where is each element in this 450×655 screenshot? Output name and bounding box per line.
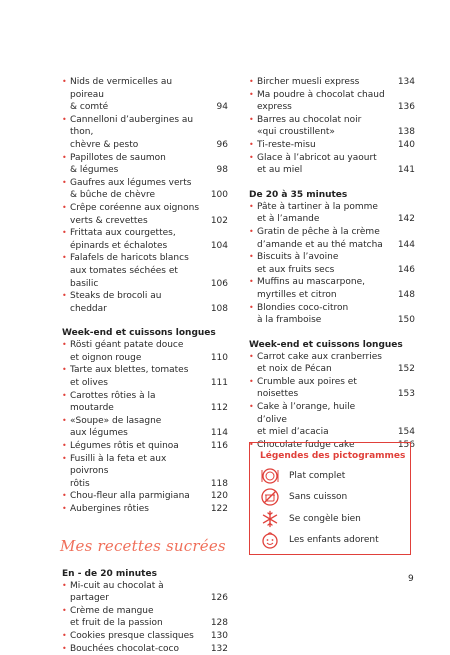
toc-entry-title: et olives <box>70 378 108 389</box>
bullet-icon: • <box>249 139 254 149</box>
toc-entry-title: Chou-fleur alla parmigiana <box>70 491 190 502</box>
toc-entry-title: Mi-cuit au chocolat à partager <box>70 580 164 604</box>
toc-entry <box>249 139 415 152</box>
legend-title: Légendes des pictogrammes <box>260 451 406 461</box>
toc-entry-title: Gaufres aux légumes verts <box>70 177 192 188</box>
snowflake-icon <box>261 510 279 528</box>
toc-entry <box>62 390 228 415</box>
toc-right-column <box>249 76 415 451</box>
legend-box <box>249 442 411 555</box>
bullet-icon: • <box>62 441 67 451</box>
bullet-icon: • <box>62 504 67 513</box>
section-heading-weekend: Week-end et cuissons longues <box>62 328 216 339</box>
toc-entry-page: 112 <box>210 403 228 414</box>
toc-entry-page: 138 <box>397 127 415 138</box>
toc-entry-title: myrtilles et citron <box>257 289 337 300</box>
toc-entry-page: 153 <box>397 389 415 400</box>
toc-entry <box>249 226 415 251</box>
legend-item-plat-complet <box>261 467 345 485</box>
toc-entry-title: Crêpe coréenne aux oignons <box>70 202 200 213</box>
toc-entry <box>62 503 228 516</box>
toc-entry-page: 100 <box>210 190 228 201</box>
toc-entry <box>249 351 415 376</box>
bullet-icon: • <box>249 77 254 86</box>
toc-entry <box>62 364 228 389</box>
bullet-icon: • <box>62 453 67 463</box>
legend-label: Plat complet <box>289 471 346 481</box>
legend-label: Se congèle bien <box>289 514 361 524</box>
toc-entry-title: rôtis <box>70 478 90 489</box>
toc-entry <box>62 580 228 605</box>
toc-entry-page: 106 <box>210 278 228 289</box>
toc-entry-page: 94 <box>216 102 228 113</box>
bullet-icon: • <box>62 340 67 350</box>
bullet-icon: • <box>62 228 67 238</box>
toc-entry-title: & comté <box>70 102 109 113</box>
toc-entry-title: et noix de Pécan <box>257 364 332 375</box>
toc-entry-title: et à l’amande <box>257 214 320 225</box>
toc-entry-title: Nids de vermicelles au poireau <box>70 77 173 100</box>
toc-entry <box>249 376 415 401</box>
toc-entry-title: Bouchées chocolat-coco <box>70 643 179 654</box>
toc-group-weekend-sweet <box>249 351 415 452</box>
toc-entry-page: 108 <box>210 303 228 314</box>
toc-entry-title: express <box>257 102 292 113</box>
chapter-title: Mes recettes sucrées <box>60 536 226 555</box>
toc-entry-title: & légumes <box>70 165 119 176</box>
bullet-icon: • <box>249 252 254 262</box>
toc-entry <box>62 605 228 630</box>
toc-entry <box>62 415 228 440</box>
legend-item-sans-cuisson <box>261 488 347 506</box>
toc-entry-title: et miel d’acacia <box>257 427 329 438</box>
toc-left-column <box>62 76 228 655</box>
toc-entry-title: & bûche de chèvre <box>70 190 156 201</box>
toc-entry <box>249 89 415 114</box>
toc-entry <box>62 440 228 453</box>
no-cooking-pot-icon <box>261 488 279 506</box>
toc-entry-title: aux légumes <box>70 428 128 439</box>
toc-entry-title: d’amande et au thé matcha <box>257 239 383 250</box>
toc-entry <box>62 227 228 252</box>
toc-entry-page: 98 <box>216 165 228 176</box>
toc-entry-page: 111 <box>210 378 228 389</box>
toc-entry-title: à la framboise <box>257 315 322 326</box>
toc-entry-title: Crumble aux poires et noisettes <box>257 376 357 400</box>
legend-label: Sans cuisson <box>289 492 348 502</box>
toc-entry-page: 156 <box>397 439 415 450</box>
toc-entry-page: 141 <box>397 165 415 176</box>
toc-entry-title: Gratin de pêche à la crème <box>257 226 380 237</box>
toc-entry <box>249 251 415 276</box>
plate-icon <box>261 467 279 485</box>
toc-entry-title: et fruit de la passion <box>70 618 163 629</box>
toc-entry-title: Carrot cake aux cranberries <box>257 351 382 362</box>
toc-entry <box>249 114 415 139</box>
toc-entry-title: et oignon rouge <box>70 352 142 363</box>
toc-entry-page: 152 <box>397 364 415 375</box>
toc-entry-page: 102 <box>210 215 228 226</box>
toc-entry-title: Barres au chocolat noir <box>257 114 362 125</box>
toc-entry-title: Biscuits à l’avoine <box>257 252 339 263</box>
child-face-icon <box>261 531 279 549</box>
toc-entry-title: Frittata aux courgettes, <box>70 228 176 239</box>
bullet-icon: • <box>62 365 67 375</box>
bullet-icon: • <box>249 226 254 236</box>
bullet-icon: • <box>249 201 254 211</box>
toc-entry-title: «Soupe» de lasagne <box>70 415 162 426</box>
toc-entry-page: 146 <box>397 264 415 275</box>
bullet-icon: • <box>249 302 254 312</box>
toc-entry-title: Crème de mangue <box>70 605 154 616</box>
bullet-icon: • <box>62 605 67 615</box>
toc-entry-page: 126 <box>210 593 228 604</box>
bullet-icon: • <box>62 643 67 653</box>
toc-entry <box>249 276 415 301</box>
bullet-icon: • <box>62 491 67 501</box>
toc-entry <box>62 290 228 315</box>
bullet-icon: • <box>62 114 67 124</box>
toc-entry-page: 104 <box>210 240 228 251</box>
section-heading-weekend-sweet: Week-end et cuissons longues <box>249 339 403 350</box>
toc-entry-title: épinards et échalotes <box>70 240 168 251</box>
toc-entry-title: Fusilli à la feta et aux poivrons <box>70 453 167 477</box>
toc-entry <box>249 152 415 177</box>
toc-entry <box>62 252 228 290</box>
toc-entry-title: Bircher muesli express <box>257 77 360 87</box>
toc-entry-title: Carottes rôties à la moutarde <box>70 390 156 414</box>
toc-entry-page: 114 <box>210 428 228 439</box>
page-number: 9 <box>408 574 414 584</box>
toc-entry <box>62 339 228 364</box>
toc-entry-page: 122 <box>210 504 228 514</box>
toc-entry-page: 118 <box>210 478 228 489</box>
toc-entry <box>62 202 228 227</box>
toc-entry <box>62 490 228 503</box>
bullet-icon: • <box>62 177 67 187</box>
toc-entry-page: 140 <box>397 139 415 150</box>
toc-entry-title: Falafels de haricots blancs <box>70 253 189 264</box>
toc-entry-title: Blondies coco-citron <box>257 302 349 313</box>
toc-entry-page: 136 <box>397 102 415 113</box>
toc-entry-title: Tarte aux blettes, tomates <box>70 365 189 376</box>
toc-entry <box>62 152 228 177</box>
toc-entry-title: aux tomates séchées et basilic <box>70 265 178 289</box>
bullet-icon: • <box>249 402 254 412</box>
toc-group-sweet-quick <box>249 76 415 177</box>
toc-entry-page: 96 <box>216 139 228 150</box>
bullet-icon: • <box>62 580 67 590</box>
toc-group-savory <box>62 76 228 315</box>
toc-entry-page: 154 <box>397 427 415 438</box>
toc-entry <box>62 76 228 114</box>
toc-entry-page: 148 <box>397 289 415 300</box>
toc-entry-title: Cookies presque classiques <box>70 630 194 641</box>
toc-entry-title: Légumes rôtis et quinoa <box>70 441 179 452</box>
toc-group-20-35 <box>249 201 415 327</box>
toc-entry <box>62 643 228 655</box>
bullet-icon: • <box>249 89 254 99</box>
section-heading-20-35: De 20 à 35 minutes <box>249 189 348 200</box>
toc-entry <box>249 302 415 327</box>
legend-item-se-congele <box>261 510 361 528</box>
bullet-icon: • <box>62 415 67 425</box>
toc-entry-page: 110 <box>210 352 228 363</box>
bullet-icon: • <box>62 630 67 640</box>
toc-entry-page: 132 <box>210 643 228 654</box>
bullet-icon: • <box>62 202 67 212</box>
toc-entry-title: Pâte à tartiner à la pomme <box>257 201 378 212</box>
toc-entry-title: Cannelloni d’aubergines au thon, <box>70 114 194 138</box>
bullet-icon: • <box>62 291 67 301</box>
toc-entry-page: 142 <box>397 214 415 225</box>
toc-entry <box>62 177 228 202</box>
toc-group-weekend <box>62 339 228 515</box>
toc-entry <box>62 630 228 643</box>
toc-entry-title: Muffins au mascarpone, <box>257 277 365 288</box>
toc-entry-title: Rösti géant patate douce <box>70 340 184 351</box>
bullet-icon: • <box>62 253 67 263</box>
bullet-icon: • <box>62 390 67 400</box>
toc-entry-page: 130 <box>210 630 228 641</box>
section-heading-20min: En - de 20 minutes <box>62 568 157 579</box>
toc-entry-page: 128 <box>210 618 228 629</box>
toc-group-20min <box>62 580 228 655</box>
toc-entry-title: chèvre & pesto <box>70 139 139 150</box>
toc-entry <box>249 201 415 226</box>
toc-entry <box>249 401 415 439</box>
toc-entry-page: 134 <box>397 77 415 87</box>
bullet-icon: • <box>249 152 254 162</box>
toc-entry-title: «qui croustillent» <box>257 127 335 138</box>
bullet-icon: • <box>249 114 254 124</box>
bullet-icon: • <box>62 152 67 162</box>
toc-entry-title: Ti-reste-misu <box>257 139 316 150</box>
legend-label: Les enfants adorent <box>289 535 379 545</box>
toc-entry-page: 116 <box>210 441 228 452</box>
bullet-icon: • <box>249 376 254 386</box>
toc-entry <box>62 453 228 491</box>
toc-entry-page: 150 <box>397 315 415 326</box>
toc-entry-title: Steaks de brocoli au cheddar <box>70 291 162 314</box>
bullet-icon: • <box>249 277 254 287</box>
toc-entry-title: et aux fruits secs <box>257 264 335 275</box>
bullet-icon: • <box>62 77 67 86</box>
bullet-icon: • <box>249 439 254 449</box>
toc-entry <box>62 114 228 152</box>
toc-entry-title: Glace à l’abricot au yaourt <box>257 152 377 163</box>
legend-item-enfants <box>261 531 379 549</box>
toc-entry-title: Cake à l’orange, huile d’olive <box>257 402 356 425</box>
bullet-icon: • <box>249 351 254 361</box>
toc-entry <box>249 76 415 89</box>
toc-entry-title: verts & crevettes <box>70 215 148 226</box>
toc-entry-page: 120 <box>210 491 228 502</box>
toc-entry-title: Aubergines rôties <box>70 504 149 514</box>
toc-entry-title: Papillotes de saumon <box>70 152 166 163</box>
toc-entry-title: Ma poudre à chocolat chaud <box>257 89 385 100</box>
toc-entry-page: 144 <box>397 239 415 250</box>
toc-entry-title: Chocolate fudge cake <box>257 439 355 450</box>
toc-entry-title: et au miel <box>257 165 303 176</box>
